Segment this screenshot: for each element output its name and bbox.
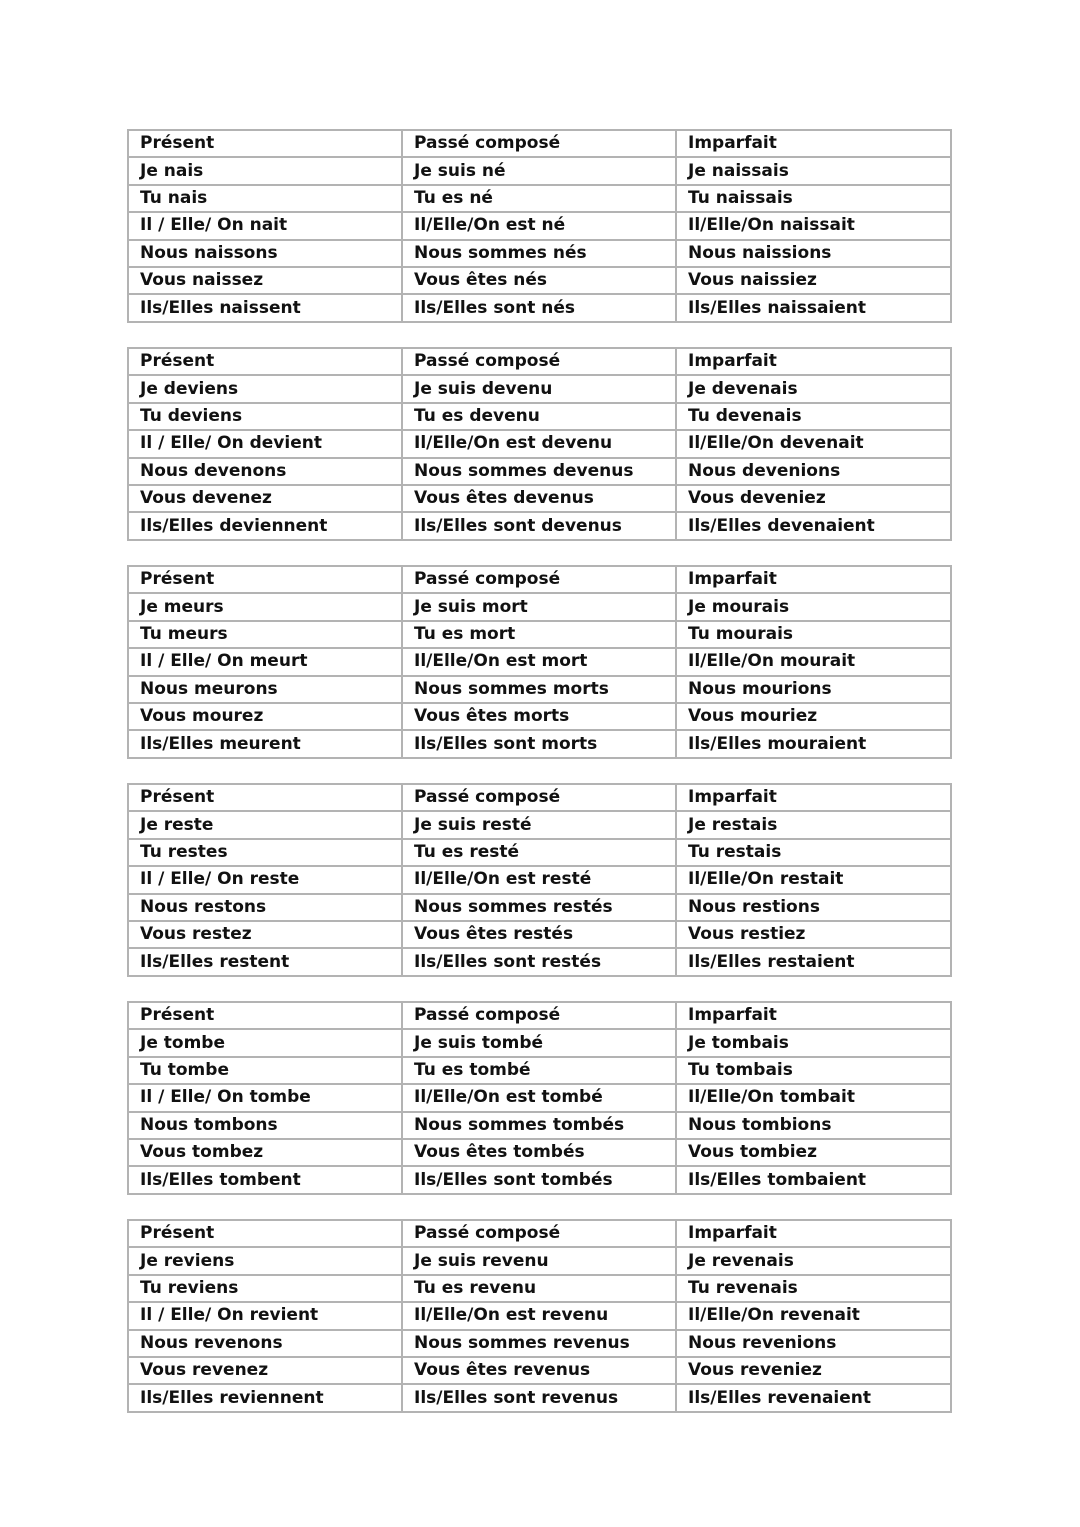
table-cell: Ils/Elles tombaient [676, 1166, 951, 1193]
table-cell: Je devenais [676, 375, 951, 402]
table-row [128, 1384, 951, 1411]
table-cell: Je revenais [676, 1247, 951, 1274]
table-cell: Je suis revenu [402, 1247, 676, 1274]
column-header: Présent [128, 784, 402, 811]
table-cell: Je restais [676, 811, 951, 838]
table-row [128, 294, 951, 321]
table-cell: Ils/Elles tombent [128, 1166, 402, 1193]
conjugation-table [127, 347, 952, 541]
table-cell: Vous tombez [128, 1139, 402, 1166]
table-cell: Ils/Elles naissent [128, 294, 402, 321]
table-row [128, 1357, 951, 1384]
table-cell: Nous sommes tombés [402, 1112, 676, 1139]
table-cell: Vous êtes nés [402, 267, 676, 294]
column-header: Passé composé [402, 566, 676, 593]
table-cell: Il/Elle/On restait [676, 866, 951, 893]
table-cell: Nous revenons [128, 1330, 402, 1357]
table-cell: Je suis devenu [402, 375, 676, 402]
table-header-row [128, 348, 951, 375]
table-cell: Vous restiez [676, 921, 951, 948]
table-row [128, 839, 951, 866]
table-cell: Je nais [128, 157, 402, 184]
table-cell: Ils/Elles sont nés [402, 294, 676, 321]
table-header-row [128, 130, 951, 157]
table-cell: Vous êtes morts [402, 703, 676, 730]
table-cell: Il / Elle/ On tombe [128, 1084, 402, 1111]
table-cell: Tu es né [402, 185, 676, 212]
table-cell: Tu deviens [128, 403, 402, 430]
table-cell: Vous êtes devenus [402, 485, 676, 512]
table-row [128, 403, 951, 430]
table-cell: Vous naissez [128, 267, 402, 294]
table-row [128, 1247, 951, 1274]
table-cell: Tu es revenu [402, 1275, 676, 1302]
table-cell: Nous naissons [128, 240, 402, 267]
table-row [128, 485, 951, 512]
table-cell: Ils/Elles naissaient [676, 294, 951, 321]
table-row [128, 1302, 951, 1329]
table-cell: Vous êtes tombés [402, 1139, 676, 1166]
table-cell: Il / Elle/ On devient [128, 430, 402, 457]
table-cell: Nous tombons [128, 1112, 402, 1139]
table-cell: Nous sommes devenus [402, 458, 676, 485]
table-cell: Tu mourais [676, 621, 951, 648]
table-row [128, 894, 951, 921]
table-cell: Ils/Elles revenaient [676, 1384, 951, 1411]
table-row [128, 1166, 951, 1193]
table-cell: Tu tombe [128, 1057, 402, 1084]
table-row [128, 593, 951, 620]
table-cell: Tu tombais [676, 1057, 951, 1084]
table-cell: Je reviens [128, 1247, 402, 1274]
table-header-row [128, 566, 951, 593]
table-row [128, 212, 951, 239]
table-row [128, 458, 951, 485]
table-cell: Tu naissais [676, 185, 951, 212]
table-cell: Je suis resté [402, 811, 676, 838]
table-cell: Il/Elle/On tombait [676, 1084, 951, 1111]
column-header: Imparfait [676, 130, 951, 157]
table-cell: Il / Elle/ On revient [128, 1302, 402, 1329]
table-header-row [128, 1002, 951, 1029]
column-header: Imparfait [676, 348, 951, 375]
conjugation-table [127, 1001, 952, 1195]
table-row [128, 1330, 951, 1357]
table-cell: Nous sommes nés [402, 240, 676, 267]
table-cell: Nous mourions [676, 676, 951, 703]
table-cell: Tu es tombé [402, 1057, 676, 1084]
table-cell: Ils/Elles sont restés [402, 948, 676, 975]
conjugation-table [127, 129, 952, 323]
table-cell: Tu es mort [402, 621, 676, 648]
table-cell: Vous reveniez [676, 1357, 951, 1384]
column-header: Imparfait [676, 566, 951, 593]
conjugation-table [127, 1219, 952, 1413]
table-cell: Ils/Elles sont tombés [402, 1166, 676, 1193]
table-cell: Il / Elle/ On meurt [128, 648, 402, 675]
table-row [128, 375, 951, 402]
table-row [128, 866, 951, 893]
table-cell: Nous devenons [128, 458, 402, 485]
table-row [128, 1275, 951, 1302]
table-cell: Vous restez [128, 921, 402, 948]
table-cell: Il/Elle/On est resté [402, 866, 676, 893]
table-cell: Nous devenions [676, 458, 951, 485]
table-cell: Ils/Elles devenaient [676, 512, 951, 539]
table-cell: Ils/Elles sont morts [402, 730, 676, 757]
table-cell: Il/Elle/On est devenu [402, 430, 676, 457]
table-cell: Il/Elle/On mourait [676, 648, 951, 675]
table-cell: Je tombais [676, 1029, 951, 1056]
table-cell: Tu restes [128, 839, 402, 866]
column-header: Présent [128, 1220, 402, 1247]
table-cell: Nous revenions [676, 1330, 951, 1357]
table-cell: Vous revenez [128, 1357, 402, 1384]
table-cell: Nous sommes morts [402, 676, 676, 703]
table-cell: Ils/Elles reviennent [128, 1384, 402, 1411]
table-cell: Je deviens [128, 375, 402, 402]
column-header: Imparfait [676, 784, 951, 811]
table-cell: Vous êtes restés [402, 921, 676, 948]
table-cell: Nous naissions [676, 240, 951, 267]
table-cell: Ils/Elles restent [128, 948, 402, 975]
table-cell: Tu devenais [676, 403, 951, 430]
table-row [128, 621, 951, 648]
table-cell: Il / Elle/ On nait [128, 212, 402, 239]
table-cell: Nous sommes restés [402, 894, 676, 921]
column-header: Imparfait [676, 1002, 951, 1029]
table-cell: Vous êtes revenus [402, 1357, 676, 1384]
column-header: Présent [128, 348, 402, 375]
table-cell: Vous devenez [128, 485, 402, 512]
table-cell: Tu nais [128, 185, 402, 212]
table-row [128, 1057, 951, 1084]
table-row [128, 240, 951, 267]
table-cell: Tu revenais [676, 1275, 951, 1302]
table-cell: Ils/Elles sont revenus [402, 1384, 676, 1411]
table-row [128, 648, 951, 675]
table-cell: Ils/Elles deviennent [128, 512, 402, 539]
table-cell: Vous mouriez [676, 703, 951, 730]
table-cell: Tu meurs [128, 621, 402, 648]
table-cell: Je suis né [402, 157, 676, 184]
table-cell: Nous tombions [676, 1112, 951, 1139]
table-cell: Il/Elle/On revenait [676, 1302, 951, 1329]
table-cell: Tu es resté [402, 839, 676, 866]
table-cell: Nous restions [676, 894, 951, 921]
column-header: Imparfait [676, 1220, 951, 1247]
table-row [128, 730, 951, 757]
table-cell: Ils/Elles sont devenus [402, 512, 676, 539]
column-header: Passé composé [402, 1220, 676, 1247]
table-cell: Je naissais [676, 157, 951, 184]
table-row [128, 676, 951, 703]
table-cell: Vous mourez [128, 703, 402, 730]
table-cell: Tu es devenu [402, 403, 676, 430]
table-row [128, 430, 951, 457]
table-cell: Ils/Elles restaient [676, 948, 951, 975]
table-row [128, 185, 951, 212]
column-header: Passé composé [402, 1002, 676, 1029]
table-header-row [128, 784, 951, 811]
table-row [128, 1139, 951, 1166]
table-cell: Je suis tombé [402, 1029, 676, 1056]
table-cell: Tu restais [676, 839, 951, 866]
column-header: Présent [128, 130, 402, 157]
column-header: Passé composé [402, 130, 676, 157]
table-cell: Je meurs [128, 593, 402, 620]
table-cell: Il/Elle/On est né [402, 212, 676, 239]
table-cell: Nous sommes revenus [402, 1330, 676, 1357]
table-header-row [128, 1220, 951, 1247]
table-row [128, 811, 951, 838]
table-cell: Je tombe [128, 1029, 402, 1056]
column-header: Passé composé [402, 784, 676, 811]
table-cell: Ils/Elles meurent [128, 730, 402, 757]
table-row [128, 512, 951, 539]
table-row [128, 1112, 951, 1139]
table-row [128, 921, 951, 948]
table-row [128, 157, 951, 184]
table-cell: Il/Elle/On est tombé [402, 1084, 676, 1111]
table-row [128, 267, 951, 294]
table-cell: Je reste [128, 811, 402, 838]
column-header: Présent [128, 1002, 402, 1029]
conjugation-table [127, 783, 952, 977]
table-row [128, 1029, 951, 1056]
table-cell: Vous tombiez [676, 1139, 951, 1166]
table-cell: Il/Elle/On naissait [676, 212, 951, 239]
table-cell: Vous deveniez [676, 485, 951, 512]
column-header: Passé composé [402, 348, 676, 375]
table-cell: Il / Elle/ On reste [128, 866, 402, 893]
conjugation-table [127, 565, 952, 759]
table-row [128, 948, 951, 975]
column-header: Présent [128, 566, 402, 593]
table-cell: Ils/Elles mouraient [676, 730, 951, 757]
table-cell: Je suis mort [402, 593, 676, 620]
table-cell: Nous restons [128, 894, 402, 921]
table-cell: Vous naissiez [676, 267, 951, 294]
table-cell: Tu reviens [128, 1275, 402, 1302]
table-row [128, 703, 951, 730]
table-cell: Il/Elle/On est revenu [402, 1302, 676, 1329]
table-cell: Il/Elle/On est mort [402, 648, 676, 675]
table-cell: Il/Elle/On devenait [676, 430, 951, 457]
table-cell: Nous meurons [128, 676, 402, 703]
table-cell: Je mourais [676, 593, 951, 620]
table-row [128, 1084, 951, 1111]
